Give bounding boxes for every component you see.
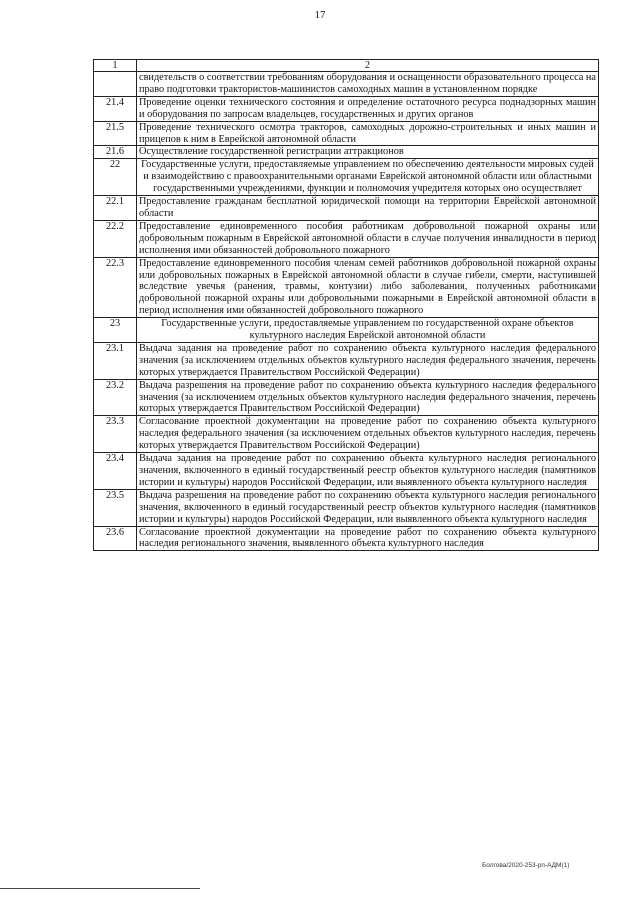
row-number — [94, 72, 137, 97]
service-description: Предоставление единовременного пособия работникам добровольной пожарной охраны или добровольным пожарным в Еврейской автономной области в случае получения инвалидности в период исполнения ими обязанностей добровольного пожарного — [137, 220, 599, 257]
service-description: Предоставление гражданам бесплатной юридической помощи на территории Еврейской автономной области — [137, 196, 599, 221]
row-number: 22.1 — [94, 196, 137, 221]
row-number: 23.6 — [94, 526, 137, 551]
table-row — [94, 196, 599, 221]
footer-divider — [0, 888, 200, 889]
table-row — [94, 379, 599, 416]
row-number: 22.3 — [94, 257, 137, 318]
table-header-row — [94, 60, 599, 72]
page-number: 17 — [314, 9, 326, 21]
table-row — [94, 416, 599, 453]
service-description: Осуществление государственной регистрации аттракционов — [137, 146, 599, 159]
table-row — [94, 220, 599, 257]
row-number: 23.1 — [94, 342, 137, 379]
table-row — [94, 526, 599, 551]
row-number: 21.6 — [94, 146, 137, 159]
service-description: Выдача разрешения на проведение работ по сохранению объекта культурного наследия регионального значения, включенного в единый государственный реестр объектов культурного наследия (памятников истории и культуры) народов Российской Федерации, или выявленного объекта культурного наследия — [137, 489, 599, 526]
header-col-number: 1 — [94, 60, 137, 72]
table-row — [94, 146, 599, 159]
service-description: Согласование проектной документации на проведение работ по сохранению объекта культурного наследия федерального значения (за исключением отдельных объектов культурного наследия, перечень которых утверждается Правительством Российской Федерации) — [137, 416, 599, 453]
row-number: 21.5 — [94, 121, 137, 146]
section-title: Государственные услуги, предоставляемые управлением по обеспечению деятельности мировых судей и взаимодействию с правоохранительными органами Еврейской автономной области или областными государственными учреждениями, функции и полномочия учредителя которых оно осуществляет — [137, 159, 599, 196]
service-description: Проведение технического осмотра тракторов, самоходных дорожно-строительных и иных машин и прицепов к ним в Еврейской автономной области — [137, 121, 599, 146]
table-row — [94, 342, 599, 379]
row-number: 22.2 — [94, 220, 137, 257]
document-code: Болгова/2020-253-рп-АДМ(1) — [482, 862, 570, 869]
section-row — [94, 159, 599, 196]
table-row — [94, 257, 599, 318]
header-col-description: 2 — [137, 60, 599, 72]
row-number: 23.3 — [94, 416, 137, 453]
service-description: Выдача разрешения на проведение работ по сохранению объекта культурного наследия федерального значения (за исключением отдельных объектов культурного наследия федерального значения, перечень которых утверждается Правительством Российской Федерации) — [137, 379, 599, 416]
table-row — [94, 96, 599, 121]
service-description: Выдача задания на проведение работ по сохранению объекта культурного наследия федерального значения (за исключением отдельных объектов культурного наследия федерального значения, перечень которых утверждается Правительством Российской Федерации) — [137, 342, 599, 379]
table-row — [94, 121, 599, 146]
service-description: Проведение оценки технического состояния и определение остаточного ресурса поднадзорных машин и оборудования по запросам владельцев, государственных и других органов — [137, 96, 599, 121]
service-description: Согласование проектной документации на проведение работ по сохранению объекта культурного наследия регионального значения, выявленного объекта культурного наследия — [137, 526, 599, 551]
table-row — [94, 72, 599, 97]
row-number: 23 — [94, 318, 137, 343]
row-number: 23.4 — [94, 453, 137, 490]
section-row — [94, 318, 599, 343]
table-row — [94, 489, 599, 526]
row-number: 23.5 — [94, 489, 137, 526]
row-number: 22 — [94, 159, 137, 196]
service-description: Выдача задания на проведение работ по сохранению объекта культурного наследия регионального значения, включенного в единый государственный реестр объектов культурного наследия (памятников истории и культуры) народов Российской Федерации, или выявленного объекта культурного наследия — [137, 453, 599, 490]
row-number: 21.4 — [94, 96, 137, 121]
table-row — [94, 453, 599, 490]
service-description: свидетельств о соответствии требованиям оборудования и оснащенности образовательного процесса на право подготовки трактористов-машинистов самоходных машин в установленном порядке — [137, 72, 599, 97]
services-table — [93, 59, 599, 551]
row-number: 23.2 — [94, 379, 137, 416]
section-title: Государственные услуги, предоставляемые управлением по государственной охране объектов культурного наследия Еврейской автономной области — [137, 318, 599, 343]
service-description: Предоставление единовременного пособия членам семей работников добровольной пожарной охраны или добровольных пожарных в Еврейской автономной области в случае гибели, смерти, наступившей вследствие увечья (ранения, травмы, контузии) либо заболевания, полученных работниками добровольной пожарной охраны или добровольными пожарными в Еврейской автономной области в период исполнения ими обязанностей добровольного пожарного — [137, 257, 599, 318]
